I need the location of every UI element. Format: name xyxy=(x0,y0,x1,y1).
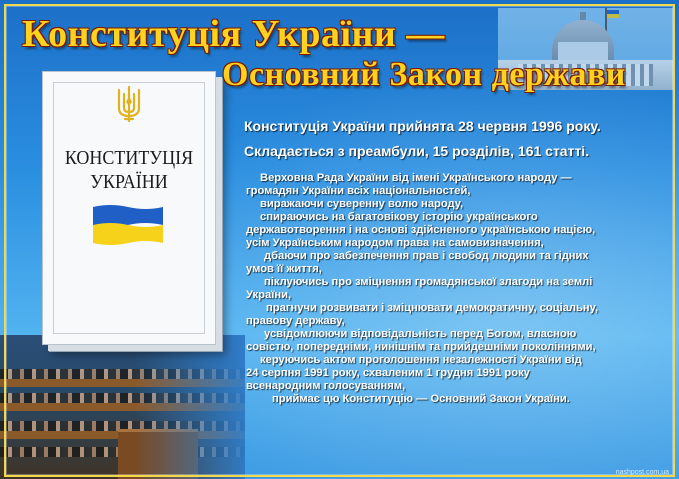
preamble-line: спираючись на багатовікову історію українського xyxy=(260,211,538,223)
poster-title-line-2: Основний Закон держави xyxy=(222,56,626,93)
ukrainian-flag-icon xyxy=(93,203,163,247)
preamble-line: всенародним голосуванням, xyxy=(246,380,406,392)
constitution-book xyxy=(42,71,216,345)
preamble-line: приймає цю Конституцію — Основний Закон України. xyxy=(272,393,570,405)
building-flag-icon xyxy=(607,10,619,18)
preamble-line: України, xyxy=(246,289,292,301)
preamble-line: дбаючи про забезпечення прав і свобод людини та гідних xyxy=(264,250,589,262)
preamble-line: громадян України всіх національностей, xyxy=(246,185,471,197)
preamble-line: керуючись актом проголошення незалежності України від xyxy=(260,354,582,366)
preamble-text xyxy=(246,172,651,406)
preamble-line: усвідомлюючи відповідальність перед Богом, власною xyxy=(264,328,577,340)
preamble-line: Верховна Рада України від імені Українського народу — xyxy=(260,172,572,184)
structure-text: Складається з преамбули, 15 розділів, 161 статті. xyxy=(244,143,590,159)
preamble-line: піклуючись про зміцнення громадянської злагоди на землі xyxy=(264,276,593,288)
preamble-line: умов її життя, xyxy=(246,263,322,275)
preamble-line: прагнучи розвивати і зміцнювати демократичну, соціальну, xyxy=(266,302,599,314)
preamble-line: совістю, попередніми, нинішнім та прийдешніми поколіннями, xyxy=(246,341,596,353)
adoption-date-text: Конституція України прийнята 28 червня 1996 року. xyxy=(244,118,601,134)
preamble-line: правову державу, xyxy=(246,315,345,327)
parliament-hall-photo xyxy=(0,335,245,479)
preamble-line: державотворення і на основі здійсненого українською нацією, xyxy=(246,224,596,236)
preamble-line: усім Українським народом права на самовизначення, xyxy=(246,237,544,249)
footer-watermark: nashpost.com.ua xyxy=(615,469,669,476)
book-title-line-1: КОНСТИТУЦІЯ xyxy=(64,147,194,169)
preamble-line: 24 серпня 1991 року, схваленим 1 грудня 1991 року xyxy=(246,367,530,379)
book-title-line-2: УКРАЇНИ xyxy=(90,171,168,193)
photo-fade-overlay xyxy=(0,335,245,479)
book-title xyxy=(52,146,207,194)
poster-title-line-1: Конституція України — xyxy=(22,13,445,55)
preamble-line: виражаючи суверенну волю народу, xyxy=(260,198,464,210)
trident-icon xyxy=(115,86,143,122)
